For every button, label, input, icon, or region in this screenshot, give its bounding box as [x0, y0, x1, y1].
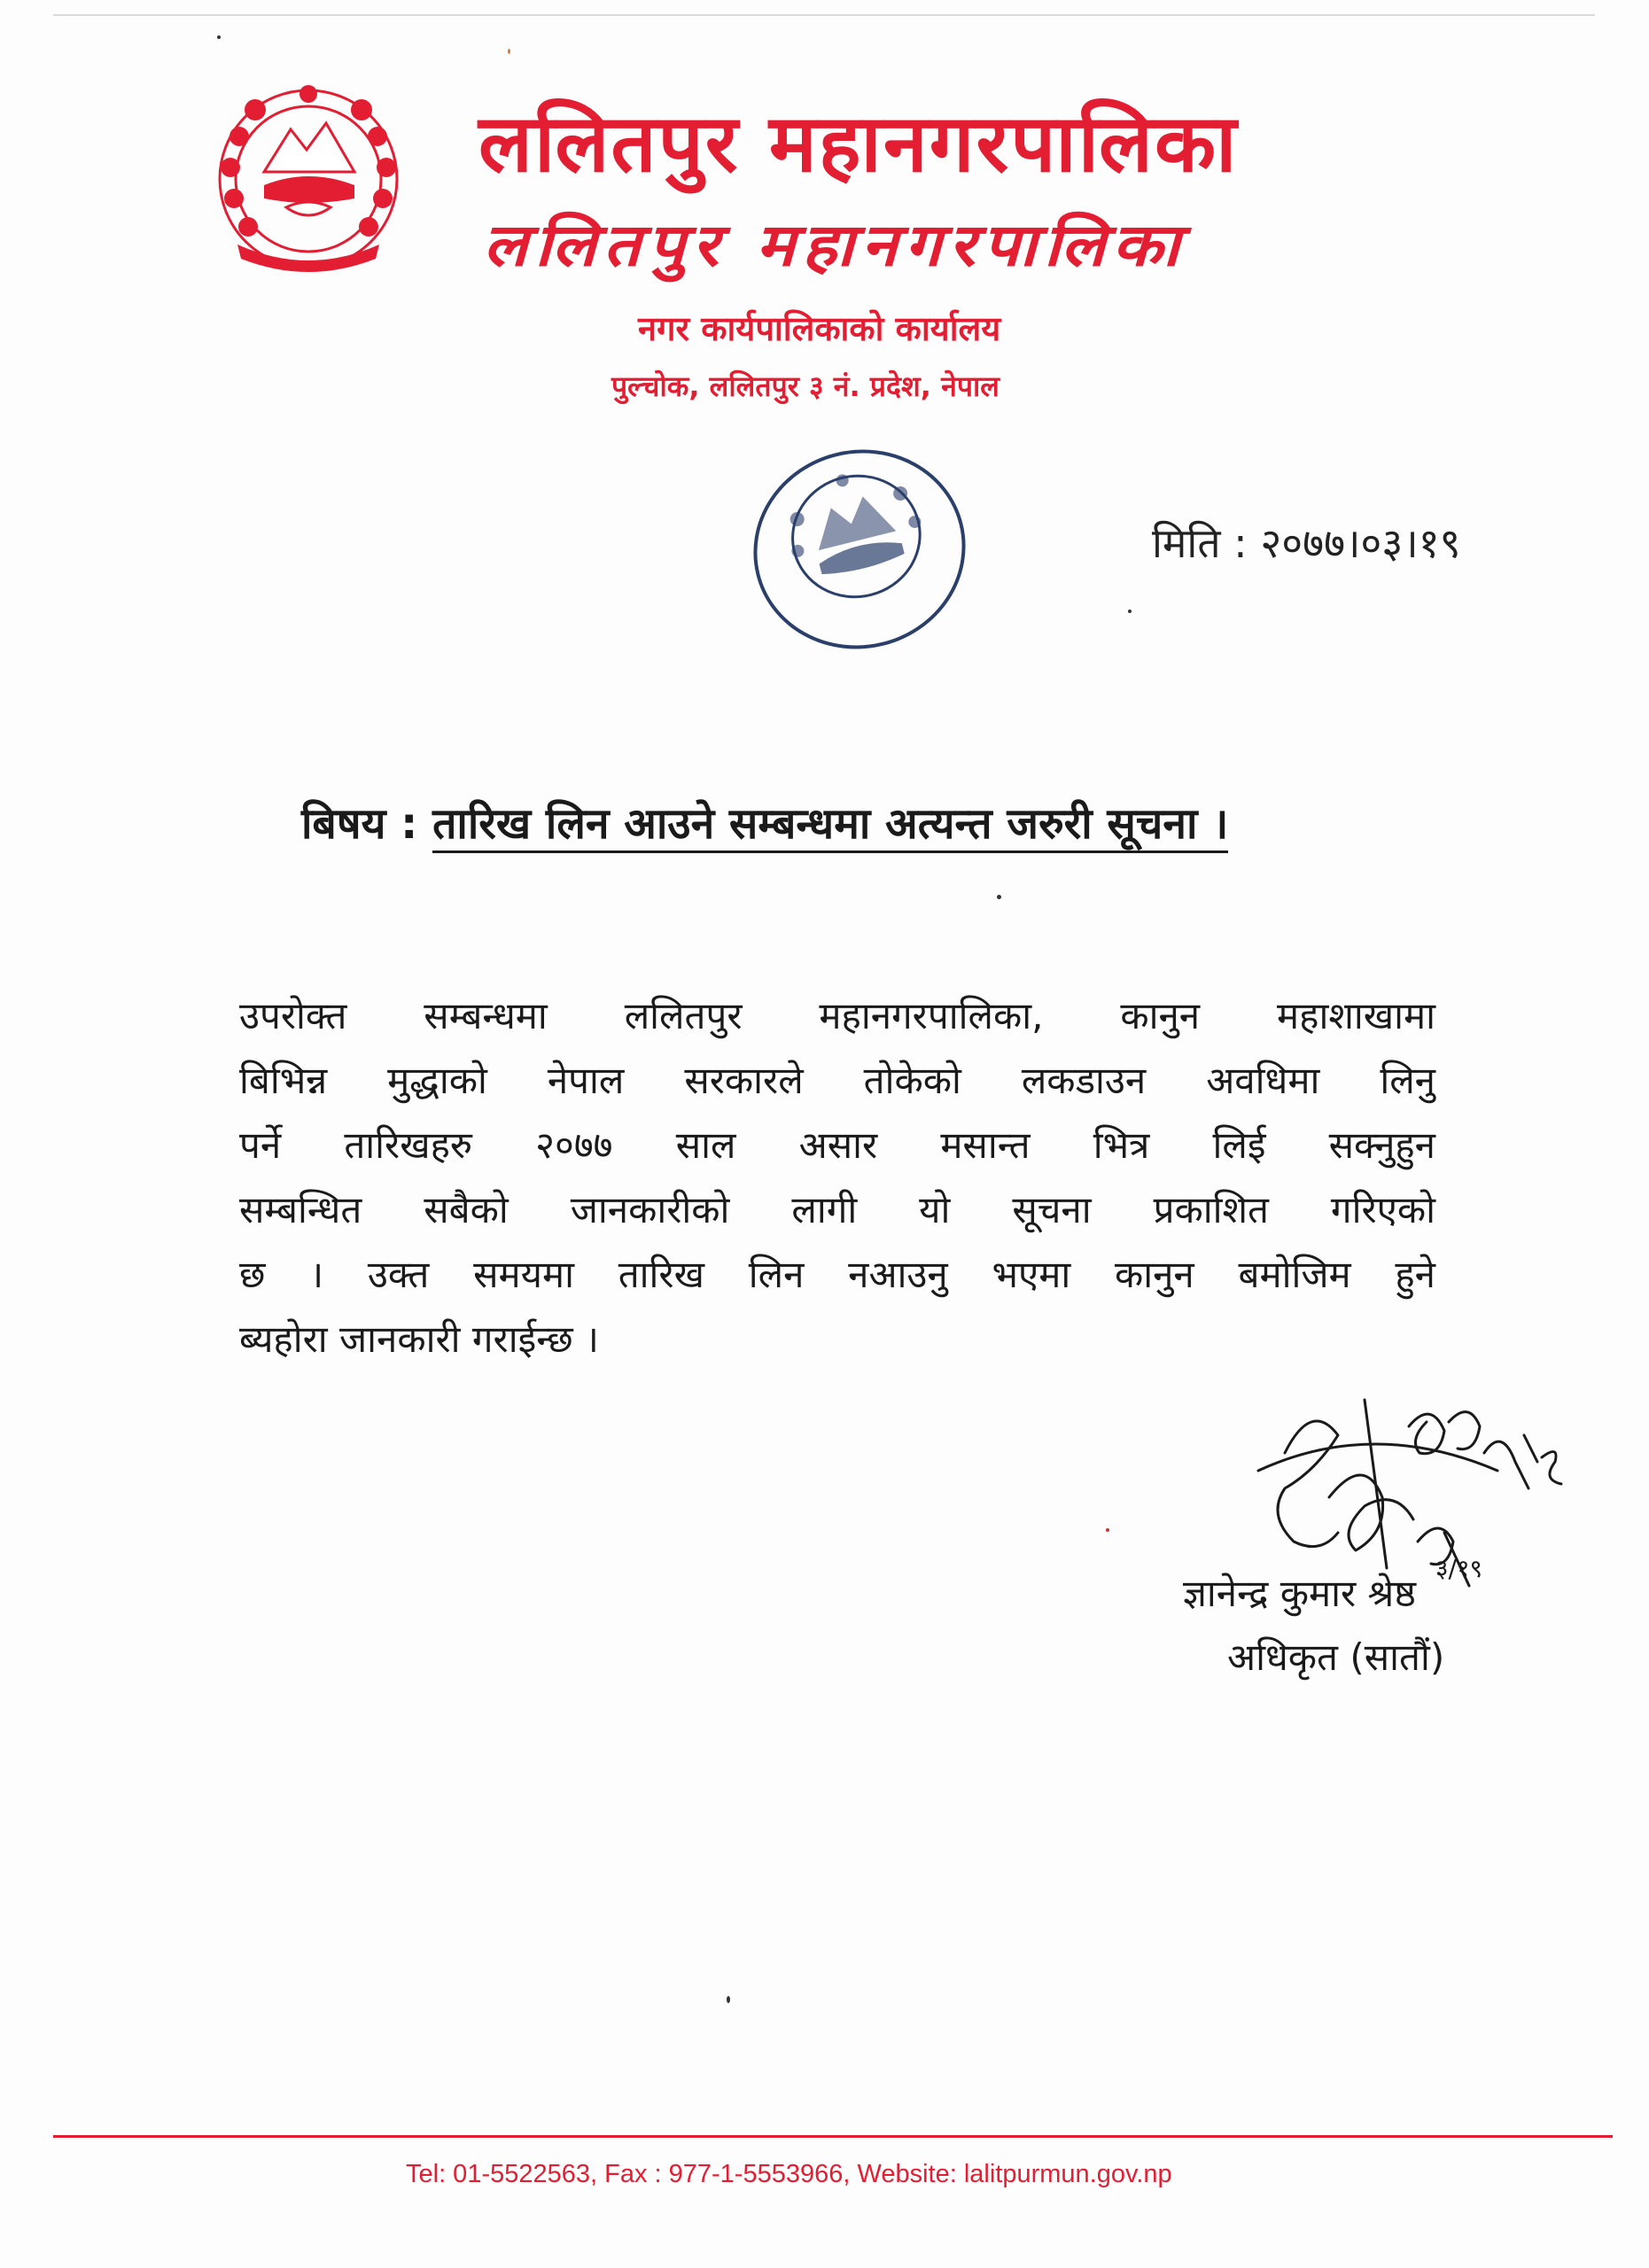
- signer-title: अधिकृत (सातौं): [1227, 1635, 1445, 1679]
- body-line: छ । उक्त समयमा तारिख लिन नआउनु भएमा कानुन बमोजिम हुने: [239, 1253, 1435, 1296]
- subject-line: [301, 799, 1228, 850]
- body-line: सम्बन्धित सबैको जानकारीको लागी यो सूचना प्रकाशित गरिएको: [239, 1188, 1435, 1231]
- handwritten-signature: [1232, 1364, 1604, 1595]
- nepal-emblem-icon: [202, 74, 415, 287]
- signer-name: ज्ञानेन्द्र कुमार श्रेष्ठ: [1183, 1572, 1416, 1615]
- notice-body: [239, 983, 1435, 1371]
- signature-annotation: ३/१९: [1435, 1554, 1483, 1583]
- subject-label: बिषय :: [301, 799, 418, 849]
- body-line: बिभिन्न मुद्धाको नेपाल सरकारले तोकेको लकडाउन अवधिमा लिनु: [239, 1059, 1435, 1102]
- scan-speck: [217, 35, 221, 39]
- office-unit: नगर कार्यपालिकाको कार्यालय: [638, 309, 1001, 348]
- office-address: पुल्चोक, ललितपुर ३ नं. प्रदेश, नेपाल: [611, 369, 1000, 403]
- date-line: [1152, 519, 1461, 567]
- office-name: ललितपुर महानगरपालिका: [478, 97, 1239, 190]
- scan-speck: [727, 1996, 730, 2003]
- body-line: उपरोक्त सम्बन्धमा ललितपुर महानगरपालिका, कानुन महाशाखामा: [239, 994, 1435, 1037]
- office-name-stylized: ललितपुर महानगरपालिका: [483, 211, 1186, 280]
- top-edge-line: [53, 14, 1595, 16]
- scan-speck: [997, 895, 1001, 899]
- footer-contact: Tel: 01-5522563, Fax : 977-1-5553966, Website: lalitpurmun.gov.np: [406, 2160, 1172, 2188]
- subject-text: तारिख लिन आउने सम्बन्धमा अत्यन्त जरुरी सूचना ।: [432, 799, 1228, 853]
- body-line: पर्ने तारिखहरु २०७७ साल असार मसान्त भित्र लिई सक्नुहुन: [239, 1123, 1435, 1167]
- body-line: ब्यहोरा जानकारी गराईन्छ ।: [239, 1317, 599, 1361]
- date-value: २०७७।०३।१९: [1260, 519, 1461, 567]
- office-stamp-icon: [735, 439, 984, 660]
- footer-divider: [53, 2135, 1613, 2138]
- scan-speck: [1106, 1528, 1109, 1532]
- scan-speck: [508, 49, 510, 54]
- scan-speck: [1128, 610, 1132, 613]
- date-label: मिति :: [1152, 519, 1248, 567]
